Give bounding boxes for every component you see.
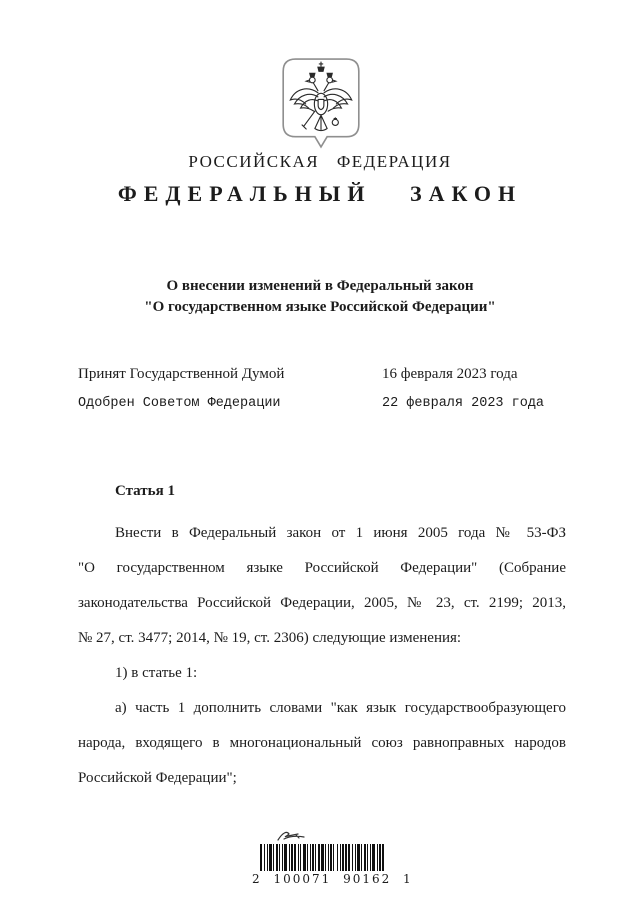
law-title [0,276,640,318]
duma-adoption-label: Принят Государственной Думой [78,366,285,382]
law-text-line: народа, входящего в многонациональный союз равноправных народов [78,735,566,751]
law-text-line: "О государственном языке Российской Федерации" (Собрание [78,560,566,576]
russian-coat-of-arms-icon [281,57,361,151]
adoption-block [78,366,568,424]
duma-adoption-row [78,366,568,383]
law-title-line1: О внесении изменений в Федеральный закон [166,278,474,294]
law-text-line: 1) в статье 1: [115,665,198,681]
country-header: РОССИЙСКАЯ ФЕДЕРАЦИЯ [188,152,452,171]
law-text-line: Внести в Федеральный закон от 1 июня 2005 года № 53-ФЗ [115,525,566,541]
law-text-line: а) часть 1 дополнить словами "как язык государствообразующего [115,700,566,716]
barcode-icon [260,844,384,871]
council-approval-date: 22 февраля 2023 года [382,396,545,411]
barcode-digits: 2 100071 90162 1 [252,872,413,886]
duma-adoption-date: 16 февраля 2023 года [382,366,518,382]
article-heading: Статья 1 [115,483,175,499]
law-text-line: № 27, ст. 3477; 2014, № 19, ст. 2306) следующие изменения: [78,630,462,646]
law-type-header: ФЕДЕРАЛЬНЫЙ ЗАКОН [117,181,523,206]
law-text-line: законодательства Российской Федерации, 2005, № 23, ст. 2199; 2013, [78,595,566,611]
law-text-line: Российской Федерации"; [78,770,237,786]
article-body [78,474,566,796]
council-approval-label: Одобрен Советом Федерации [78,396,281,411]
signature-mark-icon [274,828,308,844]
law-title-line2: "О государственном языке Российской Федерации" [144,299,496,315]
council-approval-row [78,396,568,411]
barcode-block [252,828,413,886]
